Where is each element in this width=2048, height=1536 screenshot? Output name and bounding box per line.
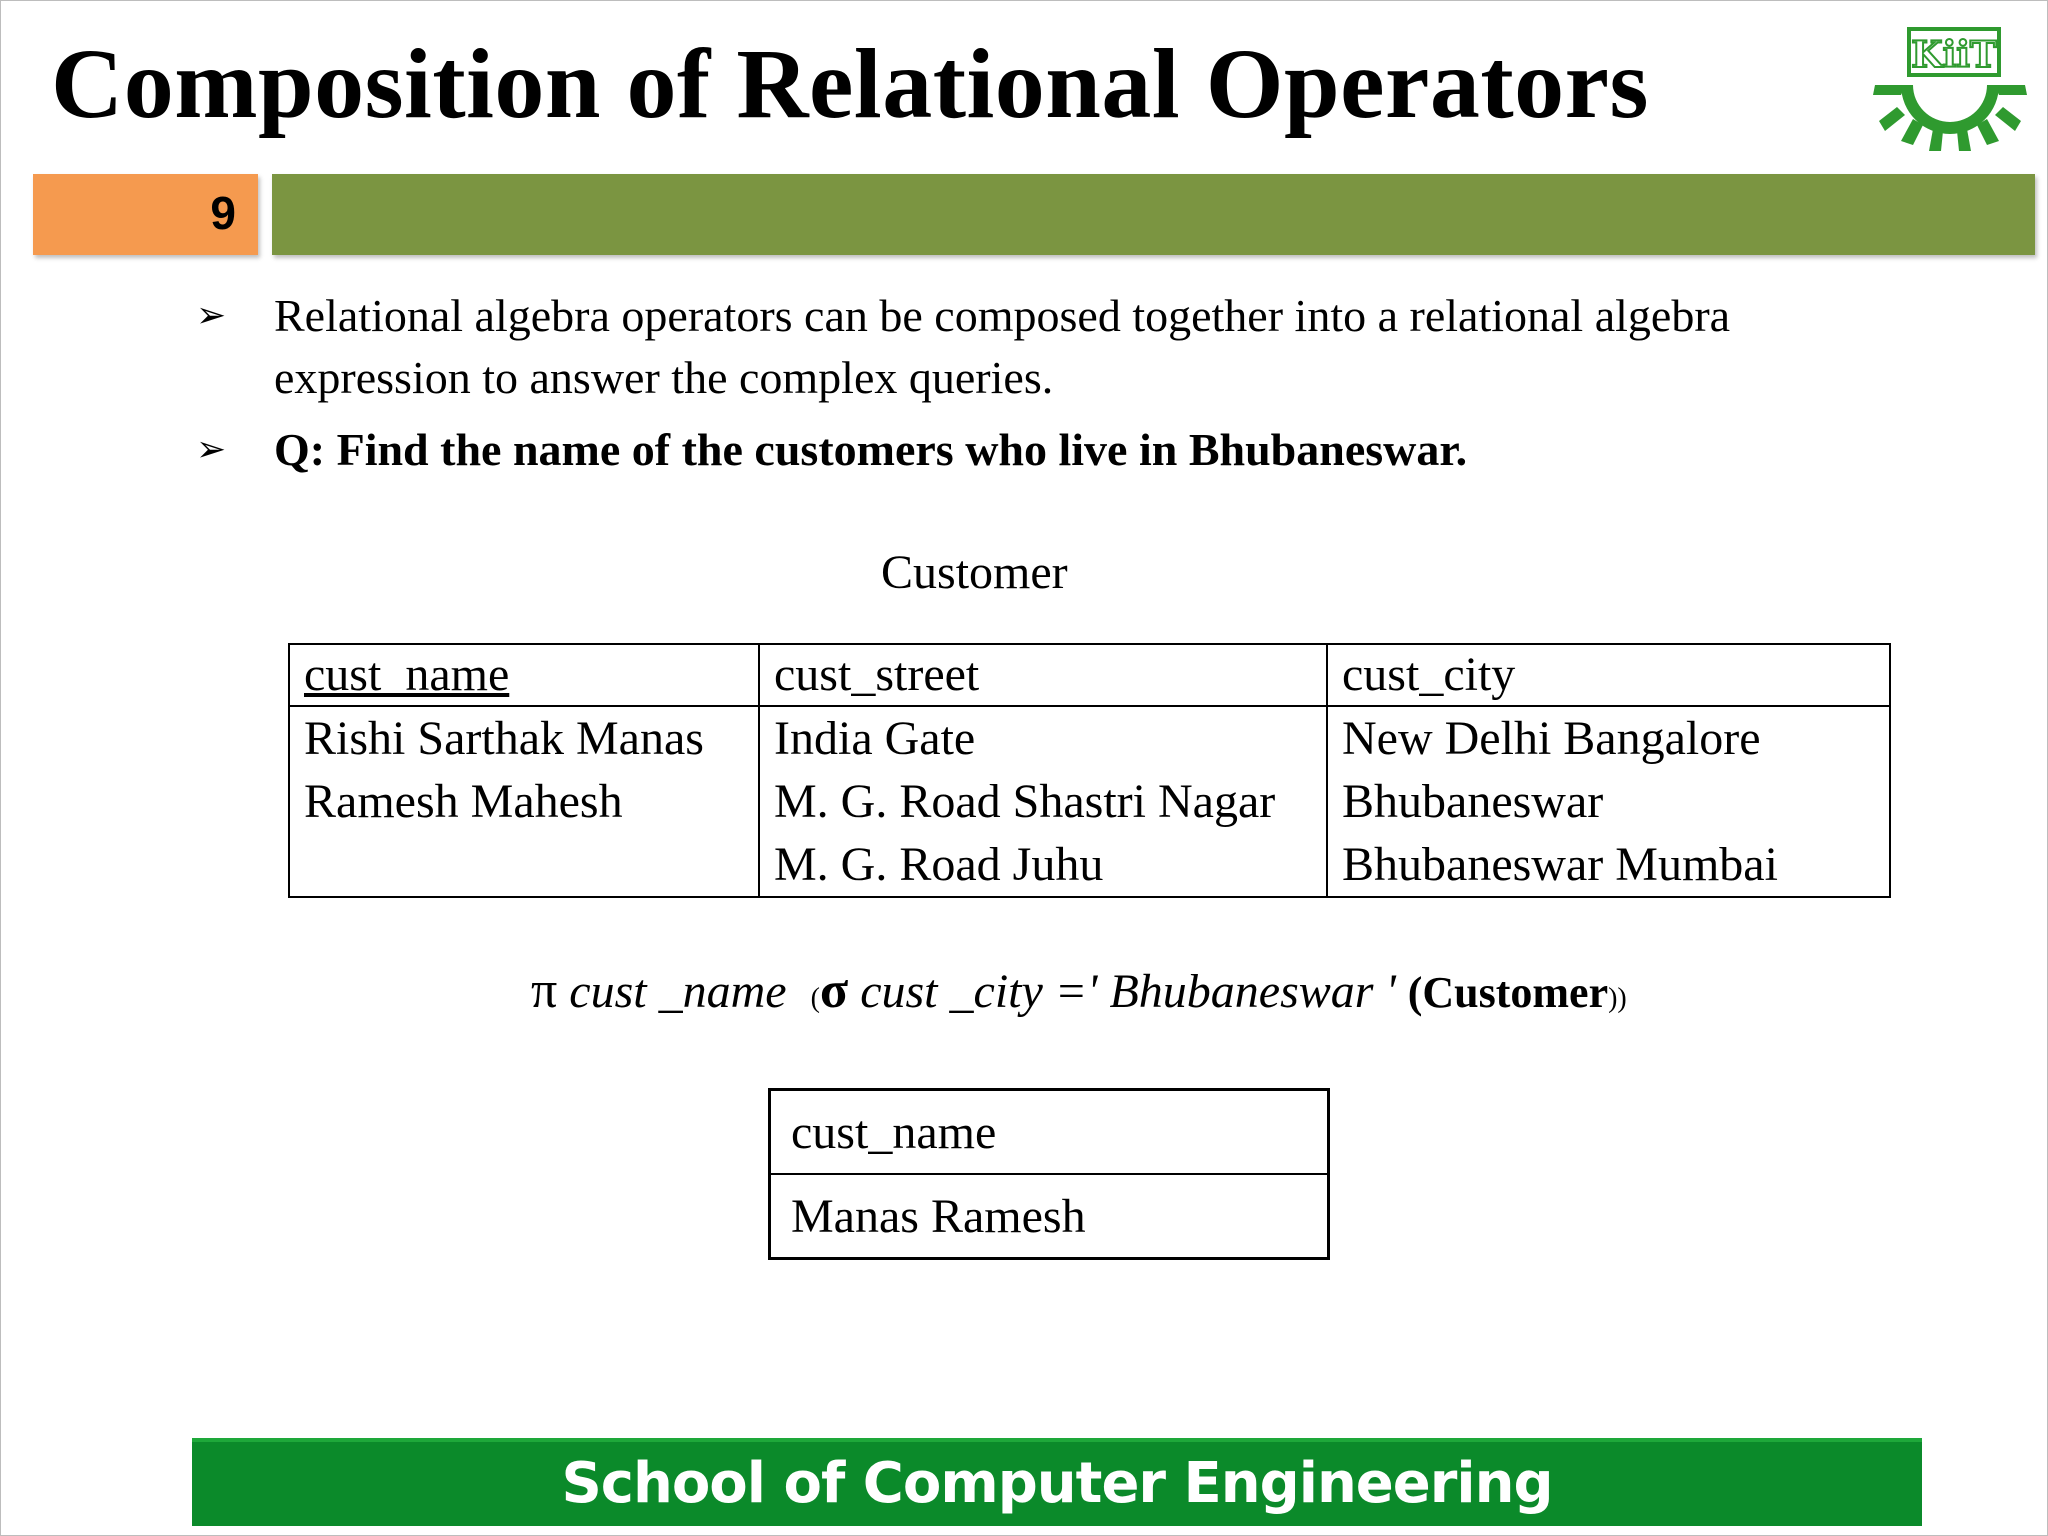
table-cell: New Delhi Bangalore [1327, 706, 1890, 770]
close-parens: )) [1608, 983, 1627, 1014]
footer-banner: School of Computer Engineering [192, 1438, 1922, 1526]
table-cell: M. G. Road Shastri Nagar [759, 770, 1327, 833]
title-accent-bar [272, 174, 2035, 255]
column-header: cust_street [759, 644, 1327, 706]
bullet-composition [196, 285, 1936, 409]
table-cell: Rishi Sarthak Manas [289, 706, 759, 770]
selection-symbol: σ [819, 962, 849, 1019]
table-cell [289, 833, 759, 897]
projection-attribute: cust _name [569, 965, 787, 1018]
projection-symbol: π [531, 962, 558, 1019]
logo-text: KiiT [1911, 34, 1997, 76]
table-cell: Bhubaneswar Mumbai [1327, 833, 1890, 897]
column-header [289, 644, 759, 706]
table-row [289, 833, 1890, 897]
table-header-row [770, 1090, 1329, 1175]
table-cell: M. G. Road Juhu [759, 833, 1327, 897]
bullet-line-2: expression to answer the complex queries. [274, 352, 1054, 403]
table-cell: Manas Ramesh [791, 1189, 1086, 1243]
arrow-bullet-icon: ➢ [196, 429, 227, 470]
table-cell: Ramesh Mahesh [289, 770, 759, 833]
column-header: cust_city [1327, 644, 1890, 706]
bullet-question [196, 419, 1936, 481]
selection-condition: cust _city =' Bhubaneswar ' [860, 965, 1396, 1018]
bullet-text [274, 285, 1936, 409]
table-header-row [289, 644, 1890, 706]
kiit-logo [1861, 23, 2039, 153]
slide-title: Composition of Relational Operators [51, 28, 1649, 139]
slide-number-bar [33, 174, 258, 255]
table-row [289, 706, 1890, 770]
table-row [289, 770, 1890, 833]
customer-table [288, 643, 1891, 898]
table-cell: India Gate [759, 706, 1327, 770]
relational-algebra-expression [531, 961, 1627, 1020]
result-table [768, 1088, 1330, 1260]
table-cell: Bhubaneswar [1327, 770, 1890, 833]
arrow-bullet-icon: ➢ [196, 295, 227, 336]
slide-number: 9 [210, 187, 236, 239]
bullet-line-1: Relational algebra operators can be composed together into a relational algebra [274, 290, 1731, 341]
open-paren: ( [810, 983, 820, 1014]
table-row [770, 1174, 1329, 1259]
relation-name: (Customer [1407, 968, 1609, 1017]
kiit-logo-graphic [1861, 23, 2039, 153]
column-header: cust_name [770, 1090, 1329, 1175]
header-label: cust_name [304, 648, 510, 701]
question-text: Q: Find the name of the customers who live in Bhubaneswar. [274, 424, 1468, 475]
table-caption: Customer [881, 546, 1068, 599]
